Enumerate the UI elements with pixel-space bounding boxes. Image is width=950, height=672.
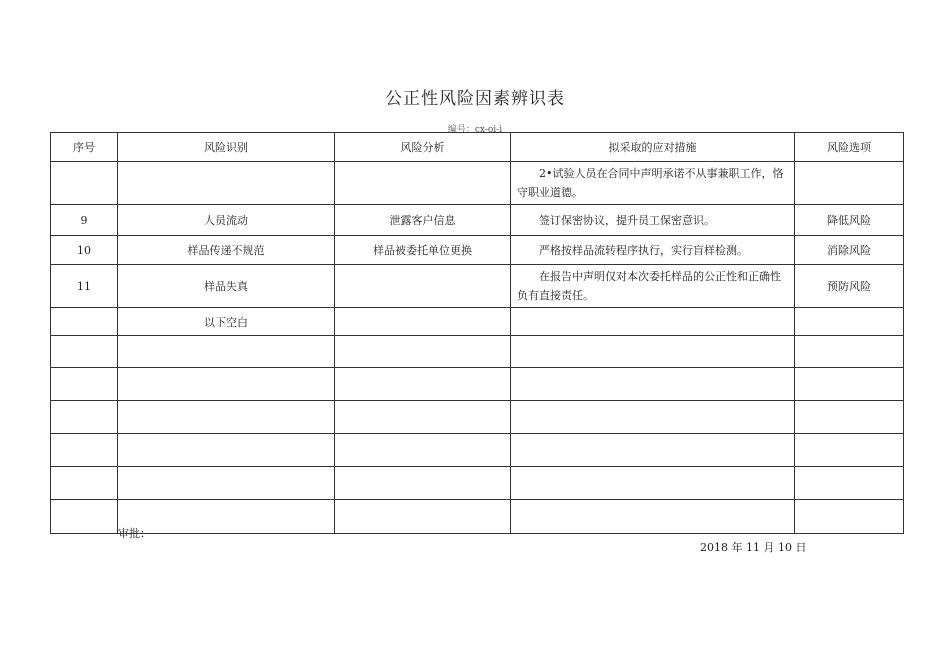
cell-no: 10 — [51, 236, 118, 265]
cell-no — [51, 336, 118, 368]
cell-measure — [511, 467, 795, 500]
cell-analysis: 泄露客户信息 — [335, 205, 511, 236]
cell-option — [795, 500, 904, 534]
cell-measure — [511, 336, 795, 368]
table-row — [51, 368, 904, 401]
risk-table — [50, 132, 904, 534]
cell-identify — [118, 401, 335, 434]
table-row — [51, 467, 904, 500]
cell-analysis — [335, 467, 511, 500]
cell-no — [51, 308, 118, 336]
table-row — [51, 236, 904, 265]
header-measure: 拟采取的应对措施 — [511, 133, 795, 162]
cell-no — [51, 401, 118, 434]
cell-option — [795, 336, 904, 368]
cell-measure: 在报告中声明仅对本次委托样品的公正性和正确性负有直接责任。 — [511, 265, 795, 308]
cell-option — [795, 467, 904, 500]
cell-identify: 样品失真 — [118, 265, 335, 308]
cell-analysis — [335, 308, 511, 336]
cell-option: 预防风险 — [795, 265, 904, 308]
table-header-row — [51, 133, 904, 162]
cell-no — [51, 467, 118, 500]
cell-no — [51, 368, 118, 401]
cell-measure: 严格按样品流转程序执行，实行盲样检测。 — [511, 236, 795, 265]
cell-measure: 2•试验人员在合同中声明承诺不从事兼职工作，恪守职业道德。 — [511, 162, 795, 205]
cell-option — [795, 401, 904, 434]
cell-measure — [511, 308, 795, 336]
cell-no — [51, 162, 118, 205]
cell-measure — [511, 500, 795, 534]
cell-no: 11 — [51, 265, 118, 308]
cell-analysis — [335, 265, 511, 308]
cell-identify — [118, 162, 335, 205]
cell-analysis — [335, 162, 511, 205]
cell-identify: 样品传递不规范 — [118, 236, 335, 265]
table-row — [51, 308, 904, 336]
cell-identify — [118, 434, 335, 467]
cell-identify — [118, 467, 335, 500]
table-row — [51, 401, 904, 434]
header-no: 序号 — [51, 133, 118, 162]
approval-label: 审批： — [118, 527, 151, 540]
cell-analysis: 样品被委托单位更换 — [335, 236, 511, 265]
cell-no — [51, 434, 118, 467]
table-row — [51, 205, 904, 236]
cell-identify — [118, 336, 335, 368]
cell-measure: 签订保密协议，提升员工保密意识。 — [511, 205, 795, 236]
cell-measure — [511, 368, 795, 401]
cell-option — [795, 162, 904, 205]
cell-option — [795, 308, 904, 336]
header-option: 风险选项 — [795, 133, 904, 162]
cell-identify: 以下空白 — [118, 308, 335, 336]
cell-no: 9 — [51, 205, 118, 236]
cell-analysis — [335, 368, 511, 401]
table-row — [51, 336, 904, 368]
header-analysis: 风险分析 — [335, 133, 511, 162]
cell-analysis — [335, 434, 511, 467]
cell-analysis — [335, 500, 511, 534]
table-row — [51, 500, 904, 534]
cell-identify — [118, 368, 335, 401]
page-title: 公正性风险因素辨识表 — [385, 89, 565, 109]
cell-analysis — [335, 401, 511, 434]
table-row — [51, 265, 904, 308]
table-row — [51, 162, 904, 205]
table-row — [51, 434, 904, 467]
cell-analysis — [335, 336, 511, 368]
signature-date: 2018 年 11 月 10 日 — [700, 541, 807, 554]
cell-no — [51, 500, 118, 534]
cell-identify: 人员流动 — [118, 205, 335, 236]
document-number: 编号：cx-oi-i — [447, 125, 503, 135]
cell-measure — [511, 401, 795, 434]
header-identify: 风险识别 — [118, 133, 335, 162]
cell-option — [795, 434, 904, 467]
cell-option — [795, 368, 904, 401]
cell-measure — [511, 434, 795, 467]
cell-option: 降低风险 — [795, 205, 904, 236]
cell-option: 消除风险 — [795, 236, 904, 265]
